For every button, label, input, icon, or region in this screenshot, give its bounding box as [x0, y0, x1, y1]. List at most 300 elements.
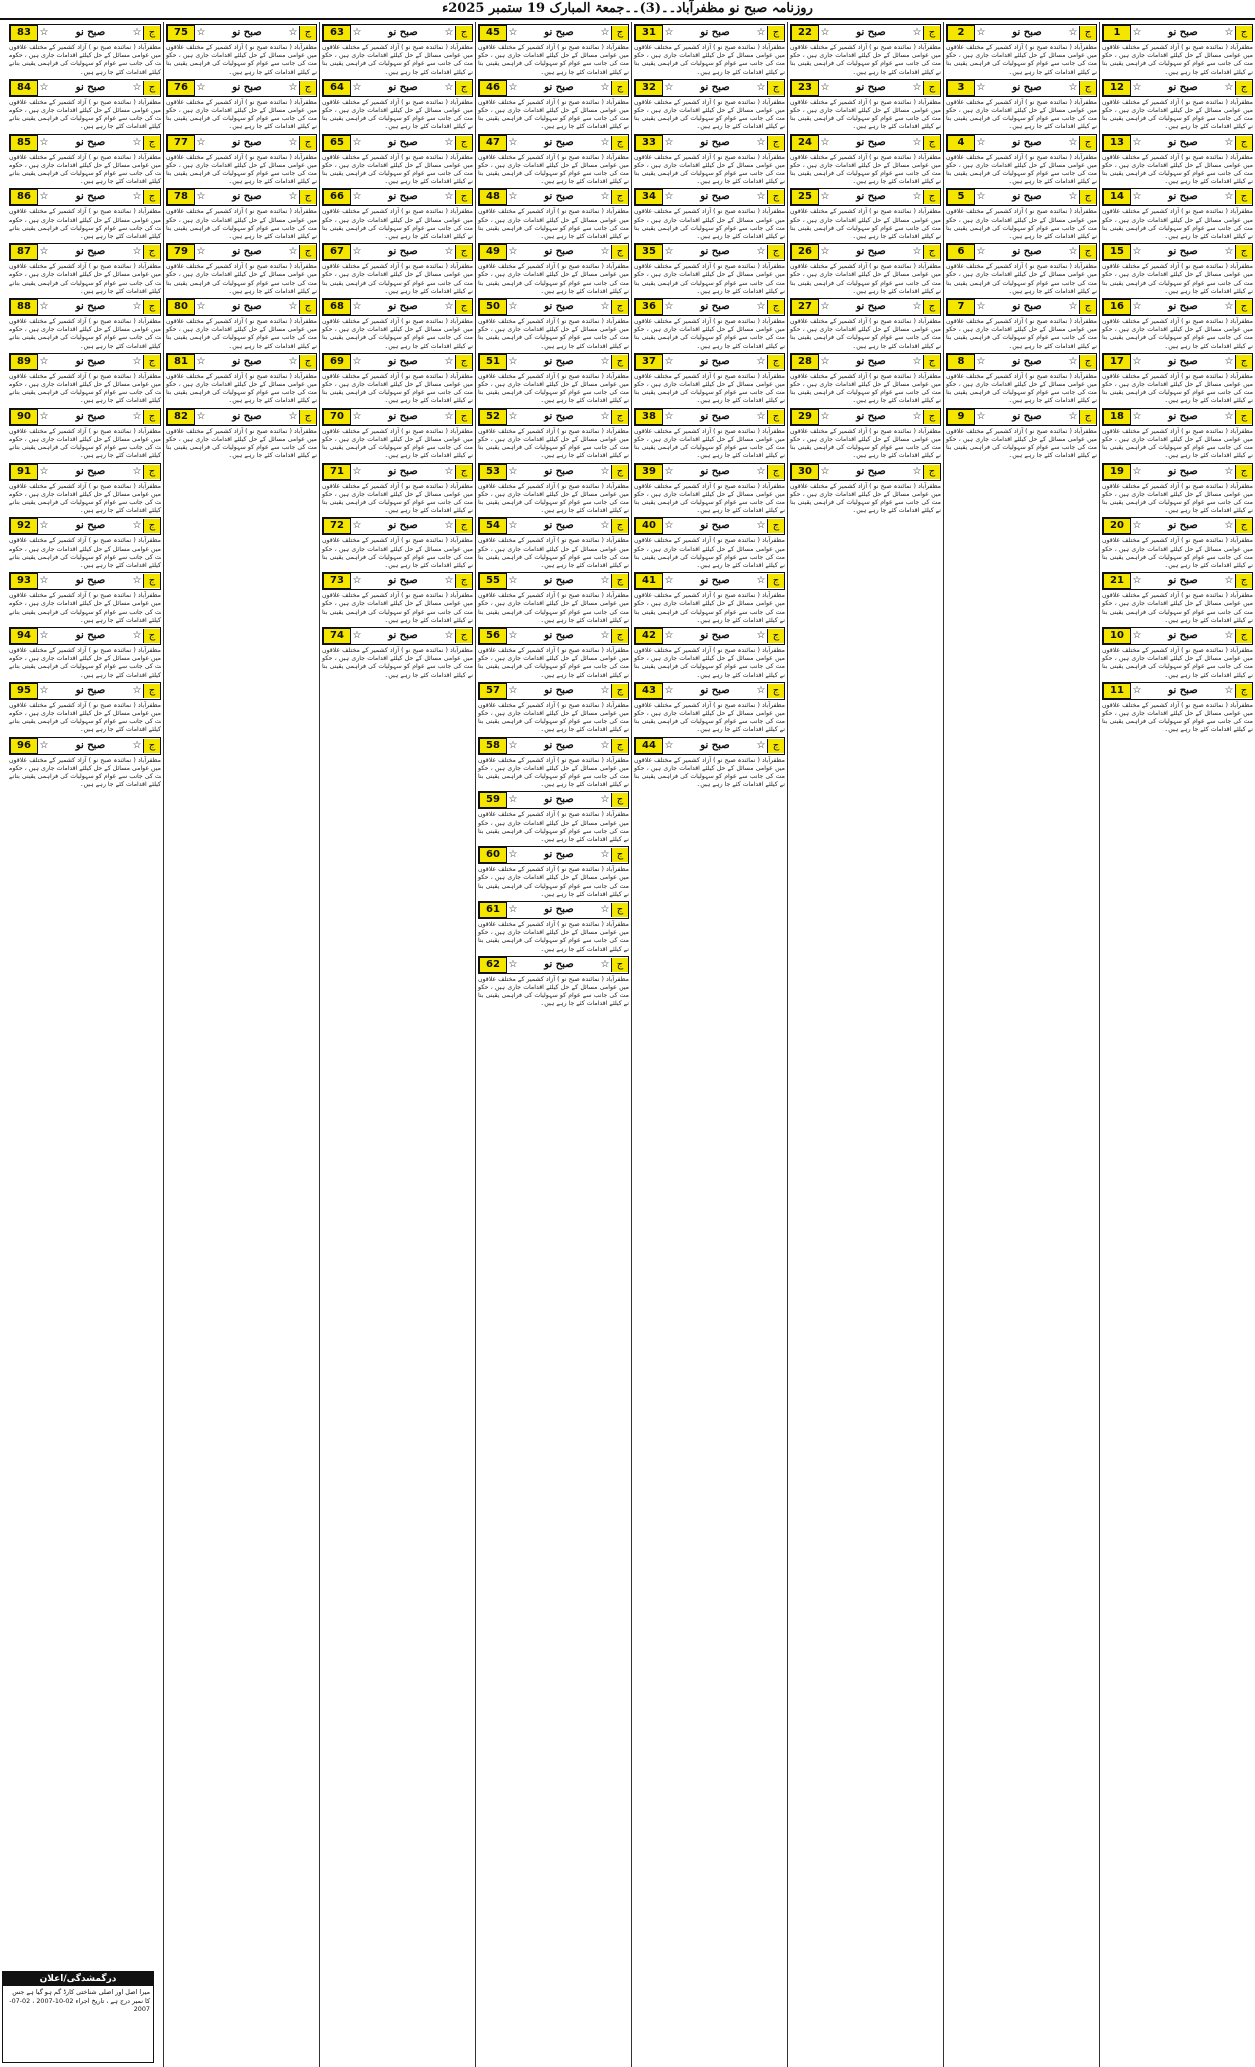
logo-icon: ج	[143, 136, 160, 150]
ad-body: مظفرآباد ( نمائندہ صبح نو ) آزاد کشمیر کے مختلف علاقوں میں عوامی مسائل کے حل کیلئے اقدامات جاری ہیں ، حکومت کی جانب سے عوام کو سہولیات کی فراہمی یقینی بنانے کیلئے اقدامات کئے جا رہے ہیں۔	[634, 318, 785, 350]
brand-label: صبح نو	[232, 27, 262, 38]
brand-label: صبح نو	[856, 246, 886, 258]
star-icon: ☆	[912, 81, 922, 93]
classified-ad	[634, 79, 785, 132]
logo-icon: ج	[611, 684, 628, 698]
brand-label: صبح نو	[1168, 684, 1198, 696]
ad-body: مظفرآباد ( نمائندہ صبح نو ) آزاد کشمیر کے مختلف علاقوں میں عوامی مسائل کے حل کیلئے اقدامات جاری ہیں ، حکومت کی جانب سے عوام کو سہولیات کی فراہمی یقینی بنانے کیلئے اقدامات کئے جا رہے ہیں۔	[790, 44, 941, 76]
classified-ad	[478, 79, 629, 132]
ad-number: 74	[323, 628, 351, 644]
star-icon: ☆	[912, 27, 922, 38]
logo-icon: ج	[455, 629, 472, 643]
ad-number: 18	[1103, 409, 1131, 425]
logo-icon: ج	[923, 410, 940, 424]
ad-number: 67	[323, 244, 351, 260]
star-icon: ☆	[756, 355, 766, 367]
ad-body: مظفرآباد ( نمائندہ صبح نو ) آزاد کشمیر کے مختلف علاقوں میں عوامی مسائل کے حل کیلئے اقدامات جاری ہیں ، حکومت کی جانب سے عوام کو سہولیات کی فراہمی یقینی بنانے کیلئے اقدامات کئے جا رہے ہیں۔	[9, 44, 161, 76]
classified-ad	[634, 737, 785, 790]
star-icon: ☆	[664, 191, 674, 203]
ad-body: مظفرآباد ( نمائندہ صبح نو ) آزاد کشمیر کے مختلف علاقوں میں عوامی مسائل کے حل کیلئے اقدامات جاری ہیں ، حکومت کی جانب سے عوام کو سہولیات کی فراہمی یقینی بنانے کیلئے اقدامات کئے جا رہے ہیں۔	[790, 482, 941, 515]
star-icon: ☆	[352, 575, 362, 587]
ad-header	[322, 408, 473, 426]
ad-header	[9, 79, 161, 97]
ad-body: مظفرآباد ( نمائندہ صبح نو ) آزاد کشمیر کے مختلف علاقوں میں عوامی مسائل کے حل کیلئے اقدامات جاری ہیں ، حکومت کی جانب سے عوام کو سہولیات کی فراہمی یقینی بنانے کیلئے اقدامات کئے جا رہے ہیں۔	[790, 427, 941, 460]
classified-ad	[478, 24, 629, 77]
brand-label: صبح نو	[388, 301, 418, 313]
star-icon: ☆	[196, 81, 206, 93]
logo-icon: ج	[611, 81, 628, 95]
ad-body: مظفرآباد ( نمائندہ صبح نو ) آزاد کشمیر کے مختلف علاقوں میں عوامی مسائل کے حل کیلئے اقدامات جاری ہیں ، حکومت کی جانب سے عوام کو سہولیات کی فراہمی یقینی بنانے کیلئے اقدامات کئے جا رہے ہیں۔	[634, 372, 785, 405]
ad-body: مظفرآباد ( نمائندہ صبح نو ) آزاد کشمیر کے مختلف علاقوں میں عوامی مسائل کے حل کیلئے اقدامات جاری ہیں ، حکومت کی جانب سے عوام کو سہولیات کی فراہمی یقینی بنانے کیلئے اقدامات کئے جا رہے ہیں۔	[9, 263, 161, 295]
ad-number: 62	[479, 957, 507, 973]
classified-ad	[1102, 79, 1253, 132]
logo-icon: ج	[923, 465, 940, 479]
star-icon: ☆	[352, 191, 362, 203]
classified-ad	[790, 79, 941, 132]
brand-label: صبح نو	[388, 191, 418, 203]
brand-label: صبح نو	[75, 739, 106, 751]
classified-ad	[322, 463, 473, 516]
logo-icon: ج	[455, 410, 472, 424]
ad-header	[790, 24, 941, 42]
star-icon: ☆	[39, 739, 49, 751]
star-icon: ☆	[600, 849, 610, 861]
star-icon: ☆	[444, 410, 454, 422]
classified-ad	[9, 188, 161, 241]
ad-number: 96	[10, 738, 38, 754]
ad-body: مظفرآباد ( نمائندہ صبح نو ) آزاد کشمیر کے مختلف علاقوں میں عوامی مسائل کے حل کیلئے اقدامات جاری ہیں ، حکومت کی جانب سے عوام کو سہولیات کی فراہمی یقینی بنانے کیلئے اقدامات کئے جا رہے ہیں۔	[322, 208, 473, 241]
logo-icon: ج	[143, 574, 160, 588]
classified-ad	[634, 298, 785, 351]
star-icon: ☆	[444, 520, 454, 532]
ad-number: 9	[947, 409, 975, 425]
star-icon: ☆	[1132, 191, 1142, 203]
ad-body: مظفرآباد ( نمائندہ صبح نو ) آزاد کشمیر کے مختلف علاقوں میں عوامی مسائل کے حل کیلئے اقدامات جاری ہیں ، حکومت کی جانب سے عوام کو سہولیات کی فراہمی یقینی بنانے کیلئے اقدامات کئے جا رہے ہیں۔	[634, 98, 785, 131]
logo-icon: ج	[1235, 190, 1252, 204]
brand-label: صبح نو	[75, 81, 106, 93]
logo-icon: ج	[1079, 410, 1096, 424]
ad-header	[1102, 134, 1253, 152]
logo-icon: ج	[767, 574, 784, 588]
brand-label: صبح نو	[544, 739, 574, 751]
brand-label: صبح نو	[700, 27, 730, 38]
logo-icon: ج	[143, 410, 160, 424]
ad-header	[9, 134, 161, 152]
ad-body: مظفرآباد ( نمائندہ صبح نو ) آزاد کشمیر کے مختلف علاقوں میں عوامی مسائل کے حل کیلئے اقدامات جاری ہیں ، حکومت کی جانب سے عوام کو سہولیات کی فراہمی یقینی بنانے کیلئے اقدامات کئے جا رہے ہیں۔	[478, 153, 629, 186]
ad-body: مظفرآباد ( نمائندہ صبح نو ) آزاد کشمیر کے مختلف علاقوں میں عوامی مسائل کے حل کیلئے اقدامات جاری ہیں ، حکومت کی جانب سے عوام کو سہولیات کی فراہمی یقینی بنانے کیلئے اقدامات کئے جا رہے ہیں۔	[322, 44, 473, 76]
star-icon: ☆	[352, 410, 362, 422]
ad-header	[634, 408, 785, 426]
brand-label: صبح نو	[232, 81, 262, 93]
classified-ad	[478, 737, 629, 790]
brand-label: صبح نو	[544, 301, 574, 313]
ad-number: 86	[10, 189, 38, 205]
ad-header	[1102, 79, 1253, 97]
ad-number: 8	[947, 354, 975, 370]
ad-number: 70	[323, 409, 351, 425]
ad-number: 43	[635, 683, 663, 699]
ad-number: 90	[10, 409, 38, 425]
star-icon: ☆	[600, 684, 610, 696]
classified-ad	[1102, 298, 1253, 351]
ad-number: 57	[479, 683, 507, 699]
logo-icon: ج	[767, 81, 784, 95]
ad-header	[1102, 243, 1253, 261]
star-icon: ☆	[756, 465, 766, 477]
ad-body: مظفرآباد ( نمائندہ صبح نو ) آزاد کشمیر کے مختلف علاقوں میں عوامی مسائل کے حل کیلئے اقدامات جاری ہیں ، حکومت کی جانب سے عوام کو سہولیات کی فراہمی یقینی بنانے کیلئے اقدامات کئے جا رہے ہیں۔	[790, 263, 941, 295]
ad-body: مظفرآباد ( نمائندہ صبح نو ) آزاد کشمیر کے مختلف علاقوں میں عوامی مسائل کے حل کیلئے اقدامات جاری ہیں ، حکومت کی جانب سے عوام کو سہولیات کی فراہمی یقینی بنانے کیلئے اقدامات کئے جا رہے ہیں۔	[1102, 537, 1253, 569]
star-icon: ☆	[39, 191, 49, 203]
brand-label: صبح نو	[75, 191, 106, 203]
brand-label: صبح نو	[700, 355, 730, 367]
star-icon: ☆	[1068, 27, 1078, 38]
star-icon: ☆	[508, 465, 518, 477]
logo-icon: ج	[455, 136, 472, 150]
star-icon: ☆	[1132, 684, 1142, 696]
ad-body: مظفرآباد ( نمائندہ صبح نو ) آزاد کشمیر کے مختلف علاقوں میں عوامی مسائل کے حل کیلئے اقدامات جاری ہیں ، حکومت کی جانب سے عوام کو سہولیات کی فراہمی یقینی بنانے کیلئے اقدامات کئے جا رہے ہیں۔	[478, 811, 629, 843]
logo-icon: ج	[143, 684, 160, 698]
star-icon: ☆	[444, 575, 454, 587]
notice-title: درگمشدگی/اعلان	[3, 1972, 153, 1986]
ad-body: مظفرآباد ( نمائندہ صبح نو ) آزاد کشمیر کے مختلف علاقوں میں عوامی مسائل کے حل کیلئے اقدامات جاری ہیں ، حکومت کی جانب سے عوام کو سہولیات کی فراہمی یقینی بنانے کیلئے اقدامات کئے جا رہے ہیں۔	[9, 701, 161, 734]
classified-ad	[9, 24, 161, 77]
classified-ad	[478, 243, 629, 296]
logo-icon: ج	[767, 355, 784, 369]
brand-label: صبح نو	[75, 465, 106, 477]
ad-number: 27	[791, 299, 819, 315]
ad-body: مظفرآباد ( نمائندہ صبح نو ) آزاد کشمیر کے مختلف علاقوں میں عوامی مسائل کے حل کیلئے اقدامات جاری ہیں ، حکومت کی جانب سے عوام کو سہولیات کی فراہمی یقینی بنانے کیلئے اقدامات کئے جا رہے ہیں۔	[634, 427, 785, 460]
ad-number: 37	[635, 354, 663, 370]
star-icon: ☆	[508, 520, 518, 532]
logo-icon: ج	[767, 410, 784, 424]
classified-ad	[790, 243, 941, 296]
ad-number: 51	[479, 354, 507, 370]
star-icon: ☆	[196, 27, 206, 38]
logo-icon: ج	[1235, 684, 1252, 698]
classified-ad	[634, 188, 785, 241]
star-icon: ☆	[976, 27, 986, 38]
ad-number: 12	[1103, 80, 1131, 96]
star-icon: ☆	[1068, 301, 1078, 313]
ad-body: مظفرآباد ( نمائندہ صبح نو ) آزاد کشمیر کے مختلف علاقوں میں عوامی مسائل کے حل کیلئے اقدامات جاری ہیں ، حکومت کی جانب سے عوام کو سہولیات کی فراہمی یقینی بنانے کیلئے اقدامات کئے جا رہے ہیں۔	[478, 263, 629, 295]
ad-body: مظفرآباد ( نمائندہ صبح نو ) آزاد کشمیر کے مختلف علاقوں میں عوامی مسائل کے حل کیلئے اقدامات جاری ہیں ، حکومت کی جانب سے عوام کو سہولیات کی فراہمی یقینی بنانے کیلئے اقدامات کئے جا رہے ہیں۔	[634, 44, 785, 76]
ad-header	[1102, 298, 1253, 316]
ad-body: مظفرآباد ( نمائندہ صبح نو ) آزاد کشمیر کے مختلف علاقوں میں عوامی مسائل کے حل کیلئے اقدامات جاری ہیں ، حکومت کی جانب سے عوام کو سہولیات کی فراہمی یقینی بنانے کیلئے اقدامات کئے جا رہے ہیں۔	[166, 98, 317, 131]
logo-icon: ج	[767, 136, 784, 150]
ad-body: مظفرآباد ( نمائندہ صبح نو ) آزاد کشمیر کے مختلف علاقوں میں عوامی مسائل کے حل کیلئے اقدامات جاری ہیں ، حکومت کی جانب سے عوام کو سہولیات کی فراہمی یقینی بنانے کیلئے اقدامات کئے جا رہے ہیں۔	[790, 208, 941, 241]
logo-icon: ج	[767, 519, 784, 533]
star-icon: ☆	[196, 246, 206, 258]
star-icon: ☆	[1132, 465, 1142, 477]
ad-body: مظفرآباد ( نمائندہ صبح نو ) آزاد کشمیر کے مختلف علاقوں میں عوامی مسائل کے حل کیلئے اقدامات جاری ہیں ، حکومت کی جانب سے عوام کو سہولیات کی فراہمی یقینی بنانے کیلئے اقدامات کئے جا رہے ہیں۔	[166, 208, 317, 241]
notice-text: میرا اصل اور اصلی شناختی کارڈ گم ہو گیا ہے جس کا نمبر درج ہے ، تاریخ اجراء 02-10-2007 ، 02-07-2007	[9, 1988, 150, 2014]
star-icon: ☆	[756, 301, 766, 313]
logo-icon: ج	[1235, 136, 1252, 150]
ad-number: 34	[635, 189, 663, 205]
ad-header	[166, 353, 317, 371]
ad-header	[1102, 408, 1253, 426]
star-icon: ☆	[508, 629, 518, 641]
ad-body: مظفرآباد ( نمائندہ صبح نو ) آزاد کشمیر کے مختلف علاقوں میں عوامی مسائل کے حل کیلئے اقدامات جاری ہیں ، حکومت کی جانب سے عوام کو سہولیات کی فراہمی یقینی بنانے کیلئے اقدامات کئے جا رہے ہیں۔	[634, 756, 785, 789]
classified-ad	[9, 517, 161, 570]
ad-body: مظفرآباد ( نمائندہ صبح نو ) آزاد کشمیر کے مختلف علاقوں میں عوامی مسائل کے حل کیلئے اقدامات جاری ہیں ، حکومت کی جانب سے عوام کو سہولیات کی فراہمی یقینی بنانے کیلئے اقدامات کئے جا رہے ہیں۔	[166, 427, 317, 460]
ad-body: مظفرآباد ( نمائندہ صبح نو ) آزاد کشمیر کے مختلف علاقوں میں عوامی مسائل کے حل کیلئے اقدامات جاری ہیں ، حکومت کی جانب سے عوام کو سہولیات کی فراہمی یقینی بنانے کیلئے اقدامات کئے جا رہے ہیں۔	[478, 482, 629, 515]
star-icon: ☆	[39, 301, 49, 313]
logo-icon: ج	[923, 26, 940, 40]
ad-body: مظفرآباد ( نمائندہ صبح نو ) آزاد کشمیر کے مختلف علاقوں میں عوامی مسائل کے حل کیلئے اقدامات جاری ہیں ، حکومت کی جانب سے عوام کو سہولیات کی فراہمی یقینی بنانے کیلئے اقدامات کئے جا رہے ہیں۔	[9, 537, 161, 569]
column	[163, 22, 319, 2067]
classified-ad	[166, 188, 317, 241]
star-icon: ☆	[508, 575, 518, 587]
star-icon: ☆	[132, 81, 142, 93]
ad-number: 22	[791, 25, 819, 41]
ad-number: 59	[479, 792, 507, 808]
classified-ad	[478, 463, 629, 516]
classified-ad	[166, 353, 317, 406]
classified-ad	[478, 572, 629, 625]
star-icon: ☆	[600, 739, 610, 751]
brand-label: صبح نو	[544, 27, 574, 38]
logo-icon: ج	[455, 574, 472, 588]
star-icon: ☆	[508, 301, 518, 313]
logo-icon: ج	[143, 465, 160, 479]
ad-header	[634, 627, 785, 645]
ad-number: 10	[1103, 628, 1131, 644]
column	[631, 22, 787, 2067]
star-icon: ☆	[352, 81, 362, 93]
ad-header	[1102, 572, 1253, 590]
classified-ad	[9, 243, 161, 296]
ad-header	[166, 408, 317, 426]
classified-ad	[322, 517, 473, 570]
classified-ad	[478, 682, 629, 735]
ad-number: 56	[479, 628, 507, 644]
star-icon: ☆	[664, 684, 674, 696]
star-icon: ☆	[444, 465, 454, 477]
logo-icon: ج	[143, 629, 160, 643]
logo-icon: ج	[767, 684, 784, 698]
classified-ad	[790, 408, 941, 461]
logo-icon: ج	[455, 26, 472, 40]
brand-label: صبح نو	[700, 520, 730, 532]
classified-ad	[322, 24, 473, 77]
classified-ad	[478, 134, 629, 187]
brand-label: صبح نو	[856, 355, 886, 367]
ad-header	[322, 298, 473, 316]
ad-number: 20	[1103, 518, 1131, 534]
classified-ad	[1102, 682, 1253, 735]
brand-label: صبح نو	[1012, 410, 1042, 422]
star-icon: ☆	[508, 136, 518, 148]
star-icon: ☆	[444, 191, 454, 203]
star-icon: ☆	[820, 136, 830, 148]
ad-header	[946, 298, 1097, 316]
star-icon: ☆	[664, 246, 674, 258]
star-icon: ☆	[756, 191, 766, 203]
logo-icon: ج	[455, 519, 472, 533]
classified-ad	[322, 627, 473, 680]
brand-label: صبح نو	[700, 246, 730, 258]
star-icon: ☆	[39, 246, 49, 258]
classified-ad	[166, 408, 317, 461]
logo-icon: ج	[455, 81, 472, 95]
brand-label: صبح نو	[75, 27, 106, 38]
star-icon: ☆	[912, 301, 922, 313]
brand-label: صبح نو	[856, 27, 886, 38]
ad-header	[478, 737, 629, 755]
ad-header	[478, 846, 629, 864]
ad-number: 32	[635, 80, 663, 96]
classified-ad	[166, 298, 317, 351]
ad-body: مظفرآباد ( نمائندہ صبح نو ) آزاد کشمیر کے مختلف علاقوں میں عوامی مسائل کے حل کیلئے اقدامات جاری ہیں ، حکومت کی جانب سے عوام کو سہولیات کی فراہمی یقینی بنانے کیلئے اقدامات کئے جا رہے ہیں۔	[478, 537, 629, 569]
classified-ad	[166, 134, 317, 187]
ad-body: مظفرآباد ( نمائندہ صبح نو ) آزاد کشمیر کے مختلف علاقوں میں عوامی مسائل کے حل کیلئے اقدامات جاری ہیں ، حکومت کی جانب سے عوام کو سہولیات کی فراہمی یقینی بنانے کیلئے اقدامات کئے جا رہے ہیں۔	[322, 592, 473, 624]
ad-header	[322, 463, 473, 481]
star-icon: ☆	[756, 410, 766, 422]
classified-ad	[9, 627, 161, 680]
ad-number: 83	[10, 25, 38, 41]
ad-number: 15	[1103, 244, 1131, 260]
star-icon: ☆	[39, 575, 49, 587]
star-icon: ☆	[600, 246, 610, 258]
logo-icon: ج	[767, 300, 784, 314]
logo-icon: ج	[767, 465, 784, 479]
star-icon: ☆	[444, 27, 454, 38]
brand-label: صبح نو	[388, 465, 418, 477]
classified-ad	[166, 79, 317, 132]
star-icon: ☆	[600, 191, 610, 203]
classified-ad	[478, 188, 629, 241]
ad-number: 80	[167, 299, 195, 315]
ad-number: 11	[1103, 683, 1131, 699]
brand-label: صبح نو	[1168, 27, 1198, 38]
star-icon: ☆	[1068, 355, 1078, 367]
brand-label: صبح نو	[856, 410, 886, 422]
star-icon: ☆	[976, 301, 986, 313]
logo-icon: ج	[923, 300, 940, 314]
ad-header	[634, 298, 785, 316]
ad-number: 13	[1103, 135, 1131, 151]
brand-label: صبح نو	[1012, 81, 1042, 93]
ad-body: مظفرآباد ( نمائندہ صبح نو ) آزاد کشمیر کے مختلف علاقوں میں عوامی مسائل کے حل کیلئے اقدامات جاری ہیں ، حکومت کی جانب سے عوام کو سہولیات کی فراہمی یقینی بنانے کیلئے اقدامات کئے جا رہے ہیں۔	[9, 592, 161, 624]
classified-ad	[9, 298, 161, 351]
brand-label: صبح نو	[856, 301, 886, 313]
star-icon: ☆	[352, 629, 362, 641]
ad-body: مظفرآباد ( نمائندہ صبح نو ) آزاد کشمیر کے مختلف علاقوں میں عوامی مسائل کے حل کیلئے اقدامات جاری ہیں ، حکومت کی جانب سے عوام کو سہولیات کی فراہمی یقینی بنانے کیلئے اقدامات کئے جا رہے ہیں۔	[322, 537, 473, 569]
ad-body: مظفرآباد ( نمائندہ صبح نو ) آزاد کشمیر کے مختلف علاقوں میں عوامی مسائل کے حل کیلئے اقدامات جاری ہیں ، حکومت کی جانب سے عوام کو سہولیات کی فراہمی یقینی بنانے کیلئے اقدامات کئے جا رہے ہیں۔	[478, 208, 629, 241]
ad-header	[1102, 463, 1253, 481]
star-icon: ☆	[912, 410, 922, 422]
star-icon: ☆	[132, 739, 142, 751]
star-icon: ☆	[1224, 27, 1234, 38]
column	[7, 22, 163, 2067]
ad-header	[1102, 517, 1253, 535]
ad-header	[478, 791, 629, 809]
ad-body: مظفرآباد ( نمائندہ صبح نو ) آزاد کشمیر کے مختلف علاقوں میں عوامی مسائل کے حل کیلئے اقدامات جاری ہیں ، حکومت کی جانب سے عوام کو سہولیات کی فراہمی یقینی بنانے کیلئے اقدامات کئے جا رہے ہیں۔	[9, 372, 161, 405]
ad-body: مظفرآباد ( نمائندہ صبح نو ) آزاد کشمیر کے مختلف علاقوں میں عوامی مسائل کے حل کیلئے اقدامات جاری ہیں ، حکومت کی جانب سے عوام کو سہولیات کی فراہمی یقینی بنانے کیلئے اقدامات کئے جا رہے ہیں۔	[790, 98, 941, 131]
star-icon: ☆	[1224, 301, 1234, 313]
star-icon: ☆	[132, 629, 142, 641]
star-icon: ☆	[976, 191, 986, 203]
star-icon: ☆	[352, 301, 362, 313]
classified-ad	[322, 188, 473, 241]
ad-body: مظفرآباد ( نمائندہ صبح نو ) آزاد کشمیر کے مختلف علاقوں میں عوامی مسائل کے حل کیلئے اقدامات جاری ہیں ، حکومت کی جانب سے عوام کو سہولیات کی فراہمی یقینی بنانے کیلئے اقدامات کئے جا رہے ہیں۔	[322, 263, 473, 295]
star-icon: ☆	[1224, 81, 1234, 93]
ad-number: 42	[635, 628, 663, 644]
classified-ad	[9, 682, 161, 735]
brand-label: صبح نو	[856, 465, 886, 477]
ad-number: 16	[1103, 299, 1131, 315]
ad-header	[478, 572, 629, 590]
ad-body: مظفرآباد ( نمائندہ صبح نو ) آزاد کشمیر کے مختلف علاقوں میں عوامی مسائل کے حل کیلئے اقدامات جاری ہیں ، حکومت کی جانب سے عوام کو سہولیات کی فراہمی یقینی بنانے کیلئے اقدامات کئے جا رہے ہیں۔	[478, 318, 629, 350]
ad-body: مظفرآباد ( نمائندہ صبح نو ) آزاد کشمیر کے مختلف علاقوں میں عوامی مسائل کے حل کیلئے اقدامات جاری ہیں ، حکومت کی جانب سے عوام کو سہولیات کی فراہمی یقینی بنانے کیلئے اقدامات کئے جا رہے ہیں۔	[1102, 482, 1253, 515]
logo-icon: ج	[611, 136, 628, 150]
logo-icon: ج	[455, 300, 472, 314]
ad-header	[322, 243, 473, 261]
classified-ad	[634, 682, 785, 735]
star-icon: ☆	[600, 629, 610, 641]
logo-icon: ج	[611, 793, 628, 807]
brand-label: صبح نو	[388, 629, 418, 641]
ad-number: 81	[167, 354, 195, 370]
brand-label: صبح نو	[75, 355, 106, 367]
classified-ad	[1102, 572, 1253, 625]
ad-header	[322, 572, 473, 590]
logo-icon: ج	[767, 629, 784, 643]
ad-body: مظفرآباد ( نمائندہ صبح نو ) آزاد کشمیر کے مختلف علاقوں میں عوامی مسائل کے حل کیلئے اقدامات جاری ہیں ، حکومت کی جانب سے عوام کو سہولیات کی فراہمی یقینی بنانے کیلئے اقدامات کئے جا رہے ہیں۔	[946, 208, 1097, 241]
ad-body: مظفرآباد ( نمائندہ صبح نو ) آزاد کشمیر کے مختلف علاقوں میں عوامی مسائل کے حل کیلئے اقدامات جاری ہیں ، حکومت کی جانب سے عوام کو سہولیات کی فراہمی یقینی بنانے کیلئے اقدامات کئے جا رہے ہیں۔	[1102, 427, 1253, 460]
ad-number: 47	[479, 135, 507, 151]
brand-label: صبح نو	[544, 904, 574, 915]
ad-header	[634, 463, 785, 481]
star-icon: ☆	[444, 355, 454, 367]
ad-number: 23	[791, 80, 819, 96]
star-icon: ☆	[508, 246, 518, 258]
ad-header	[946, 134, 1097, 152]
ad-body: مظفرآباد ( نمائندہ صبح نو ) آزاد کشمیر کے مختلف علاقوں میں عوامی مسائل کے حل کیلئے اقدامات جاری ہیں ، حکومت کی جانب سے عوام کو سہولیات کی فراہمی یقینی بنانے کیلئے اقدامات کئے جا رہے ہیں۔	[946, 263, 1097, 295]
star-icon: ☆	[664, 27, 674, 38]
brand-label: صبح نو	[544, 794, 574, 806]
classified-ad	[322, 134, 473, 187]
brand-label: صبح نو	[232, 191, 262, 203]
logo-icon: ج	[143, 245, 160, 259]
ad-body: مظفرآباد ( نمائندہ صبح نو ) آزاد کشمیر کے مختلف علاقوں میں عوامی مسائل کے حل کیلئے اقدامات جاری ہیں ، حکومت کی جانب سے عوام کو سہولیات کی فراہمی یقینی بنانے کیلئے اقدامات کئے جا رہے ہیں۔	[1102, 701, 1253, 734]
brand-label: صبح نو	[700, 81, 730, 93]
star-icon: ☆	[39, 410, 49, 422]
brand-label: صبح نو	[1012, 191, 1042, 203]
classified-ad	[634, 517, 785, 570]
star-icon: ☆	[600, 81, 610, 93]
brand-label: صبح نو	[544, 465, 574, 477]
ad-body: مظفرآباد ( نمائندہ صبح نو ) آزاد کشمیر کے مختلف علاقوں میں عوامی مسائل کے حل کیلئے اقدامات جاری ہیں ، حکومت کی جانب سے عوام کو سہولیات کی فراہمی یقینی بنانے کیلئے اقدامات کئے جا رہے ہیں۔	[790, 153, 941, 186]
ad-header	[478, 353, 629, 371]
classified-ad	[634, 24, 785, 77]
ad-number: 92	[10, 518, 38, 534]
ad-number: 29	[791, 409, 819, 425]
classified-ad	[790, 463, 941, 516]
star-icon: ☆	[196, 355, 206, 367]
ad-body: مظفرآباد ( نمائندہ صبح نو ) آزاد کشمیر کے مختلف علاقوں میں عوامی مسائل کے حل کیلئے اقدامات جاری ہیں ، حکومت کی جانب سے عوام کو سہولیات کی فراہمی یقینی بنانے کیلئے اقدامات کئے جا رہے ہیں۔	[478, 701, 629, 734]
brand-label: صبح نو	[1168, 355, 1198, 367]
star-icon: ☆	[1132, 81, 1142, 93]
star-icon: ☆	[352, 27, 362, 38]
star-icon: ☆	[508, 410, 518, 422]
brand-label: صبح نو	[700, 191, 730, 203]
classified-ad	[322, 243, 473, 296]
ad-header	[946, 79, 1097, 97]
classified-ad	[478, 791, 629, 844]
brand-label: صبح نو	[1168, 246, 1198, 258]
